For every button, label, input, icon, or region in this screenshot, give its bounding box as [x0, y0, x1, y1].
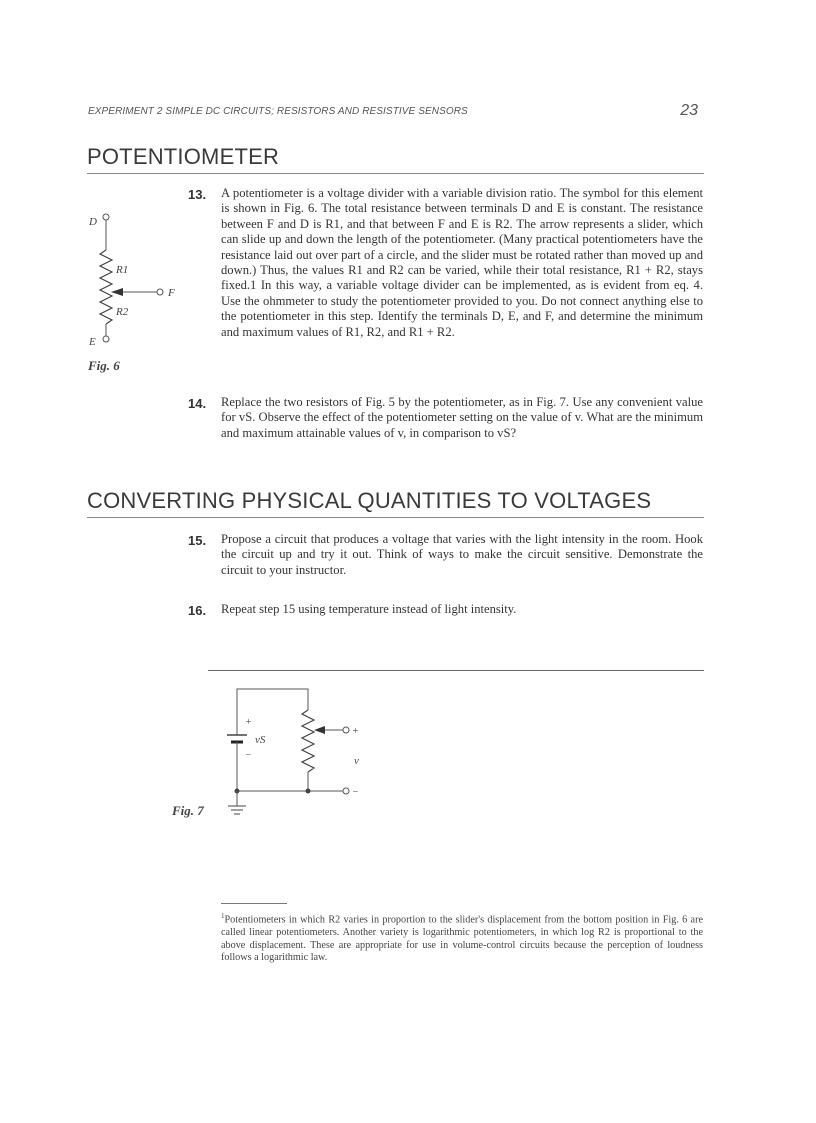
- running-head: EXPERIMENT 2 SIMPLE DC CIRCUITS; RESISTORS AND RESISTIVE SENSORS: [88, 106, 468, 117]
- section-rule: [87, 173, 704, 174]
- output-plus-node: [343, 727, 349, 733]
- terminal-e-node: [103, 336, 109, 342]
- slider-arrowhead: [111, 288, 123, 296]
- step-16-text: Repeat step 15 using temperature instead of light intensity.: [221, 602, 517, 616]
- output-v-label: v: [354, 755, 359, 767]
- footnote-rule: [221, 903, 287, 904]
- section-rule: [87, 517, 704, 518]
- step-number: 14.: [188, 396, 207, 411]
- figure-7-caption: Fig. 7: [172, 803, 204, 818]
- output-plus-label: +: [352, 726, 359, 737]
- page-number: 23: [680, 102, 698, 119]
- source-minus-label: −: [245, 750, 252, 761]
- step-number: 15.: [188, 533, 207, 548]
- step-13-text: A potentiometer is a voltage divider with a variable division ratio. The symbol for this element is shown in Fig. 6. The total resistance between terminals D and E is constant. The resistance between F and D is R1, and that between F and E is R2. The arrow represents a slider, which can slide up and down the length of the potentiometer. (Many practical potentiometers have the resistance laid out over part of a circle, and the slider must be rotated rather than moved up and down.) Thus, the values R1 and R2 can be varied, while their total resistance, R1 + R2, stays fixed.1 In this way, a variable voltage divider can be implemented, as is evident from eq. 4. Use the ohmmeter to study the potentiometer provided to you. Do not connect anything else to the potentiometer in this step. Identify the terminals D, E, and F, and determine the minimum and maximum values of R1, R2, and R1 + R2.: [221, 186, 703, 339]
- figure-7-circuit: [215, 680, 385, 830]
- label-r1: R1: [116, 264, 129, 276]
- label-r2: R2: [116, 306, 129, 318]
- step-number: 13.: [188, 187, 207, 202]
- label-e: E: [89, 336, 96, 348]
- step-number: 16.: [188, 603, 207, 618]
- source-plus-label: +: [245, 717, 252, 728]
- label-f: F: [168, 287, 175, 299]
- step-15-text: Propose a circuit that produces a voltage that varies with the light intensity in the room. Hook the circuit up and try it out. Think of ways to make the circuit sensitive. Demonstrate the circuit to your instructor.: [221, 532, 703, 577]
- terminal-d-node: [103, 214, 109, 220]
- footnote-text: Potentiometers in which R2 varies in proportion to the slider's displacement from the bottom position in Fig. 6 are called linear potentiometers. Another variety is logarithmic potentiometers, in which log R2 is proportional to the above displacement. These are appropriate for use in volume-control circuits because the perception of loudness follows a logarithmic law.: [221, 914, 703, 964]
- step-14-text: Replace the two resistors of Fig. 5 by the potentiometer, as in Fig. 7. Use any convenient value for vS. Observe the effect of the potentiometer setting on the value of v. What are the minimum and maximum attainable values of v, in comparison to vS?: [221, 395, 703, 440]
- footnote: [221, 910, 703, 965]
- figure-6-caption: Fig. 6: [88, 358, 120, 373]
- figure-rule: [208, 670, 704, 671]
- slider-arrowhead: [314, 726, 325, 734]
- figure-6-potentiometer-symbol: [84, 205, 194, 365]
- output-minus-label: −: [352, 787, 359, 798]
- potentiometer-zigzag: [302, 710, 314, 772]
- resistor-zigzag: [100, 250, 112, 324]
- output-minus-node: [343, 788, 349, 794]
- label-d: D: [89, 216, 97, 228]
- section-title-potentiometer: POTENTIOMETER: [87, 144, 280, 169]
- footnote-marker: 1: [221, 912, 225, 920]
- terminal-f-node: [157, 289, 163, 295]
- junction-dot: [306, 789, 311, 794]
- section-title-converting: CONVERTING PHYSICAL QUANTITIES TO VOLTAGES: [87, 488, 652, 513]
- source-vs-label: vS: [255, 734, 266, 746]
